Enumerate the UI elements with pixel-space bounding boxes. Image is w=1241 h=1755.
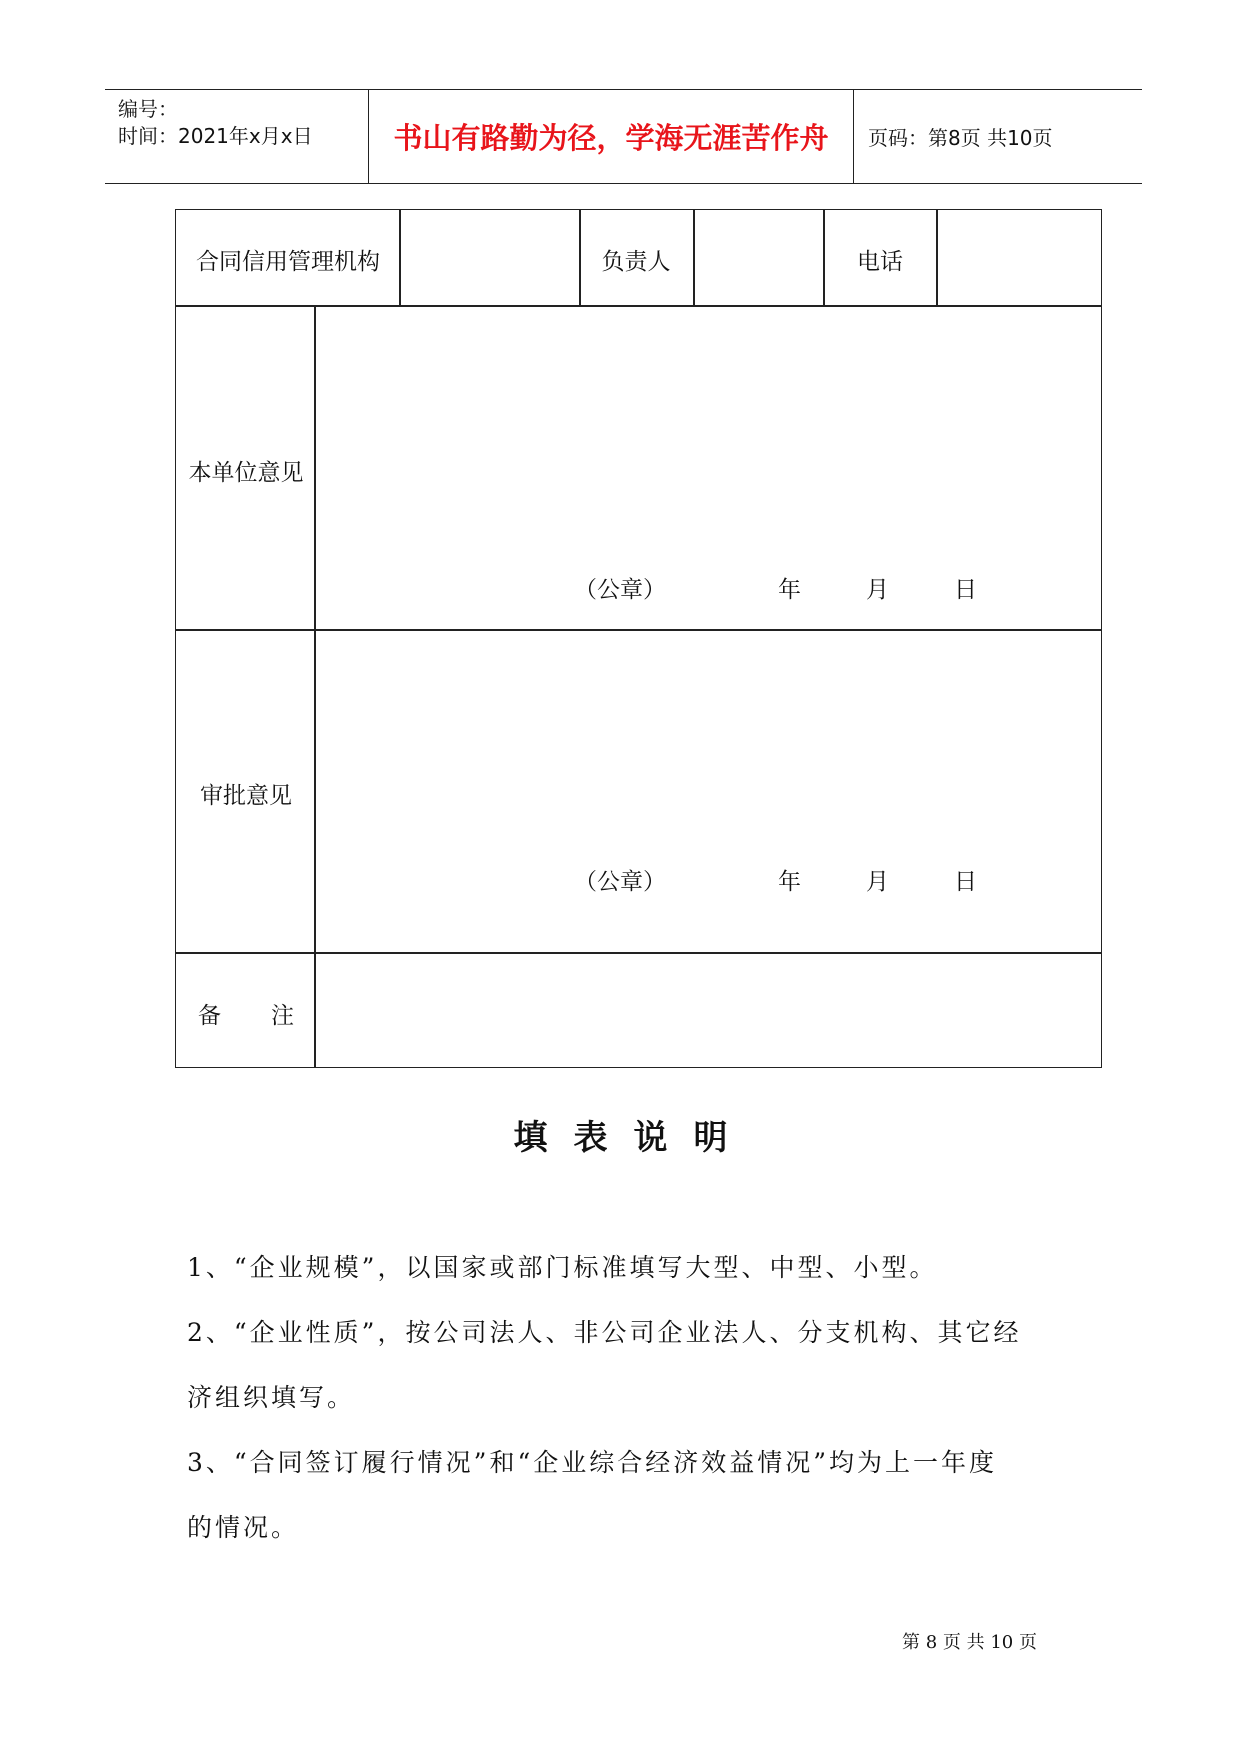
month-label: 月 xyxy=(866,577,889,603)
seal-label: （公章） xyxy=(574,869,666,895)
year-label: 年 xyxy=(778,869,801,895)
remarks-label-part1: 备 xyxy=(198,1003,221,1029)
number-label: 编号： xyxy=(118,97,178,121)
page-footer: 第 8 页 共 10 页 xyxy=(902,1632,1037,1653)
person-label: 负责人 xyxy=(601,249,671,275)
col-divider xyxy=(693,210,695,305)
col-divider xyxy=(579,210,581,305)
motto-text: 书山有路勤为径，学海无涯苦作舟 xyxy=(393,121,829,155)
page-info: 页码：第8页 共10页 xyxy=(868,126,1053,150)
col-divider xyxy=(399,210,401,305)
instruction-line: 3、“合同签订履行情况”和“企业综合经济效益情况”均为上一年度 xyxy=(187,1448,998,1477)
day-label: 日 xyxy=(954,577,977,603)
phone-label: 电话 xyxy=(857,249,903,275)
remarks-label-part2: 注 xyxy=(271,1003,294,1029)
month-label: 月 xyxy=(866,869,889,895)
header-page-cell xyxy=(854,90,1142,183)
header-motto-cell xyxy=(368,90,854,183)
instruction-line: 2、“企业性质”，按公司法人、非公司企业法人、分支机构、其它经 xyxy=(187,1318,1022,1347)
unit-opinion-label: 本单位意见 xyxy=(188,460,304,486)
col-divider xyxy=(936,210,938,305)
credit-form-table xyxy=(175,209,1102,1068)
header-meta-cell xyxy=(105,90,368,183)
year-label: 年 xyxy=(778,577,801,603)
page-header xyxy=(105,89,1142,184)
instructions-title: 填表说明 xyxy=(513,1118,754,1158)
approval-opinion-label: 审批意见 xyxy=(200,783,292,809)
seal-label: （公章） xyxy=(574,577,666,603)
org-label: 合同信用管理机构 xyxy=(196,249,380,275)
col-divider xyxy=(823,210,825,305)
day-label: 日 xyxy=(954,869,977,895)
instruction-line: 的情况。 xyxy=(187,1513,300,1542)
col-divider xyxy=(314,305,316,1067)
instruction-line: 济组织填写。 xyxy=(187,1383,356,1412)
time-label: 时间：2021年x月x日 xyxy=(118,124,313,148)
instruction-line: 1、“企业规模”，以国家或部门标准填写大型、中型、小型。 xyxy=(187,1253,938,1282)
